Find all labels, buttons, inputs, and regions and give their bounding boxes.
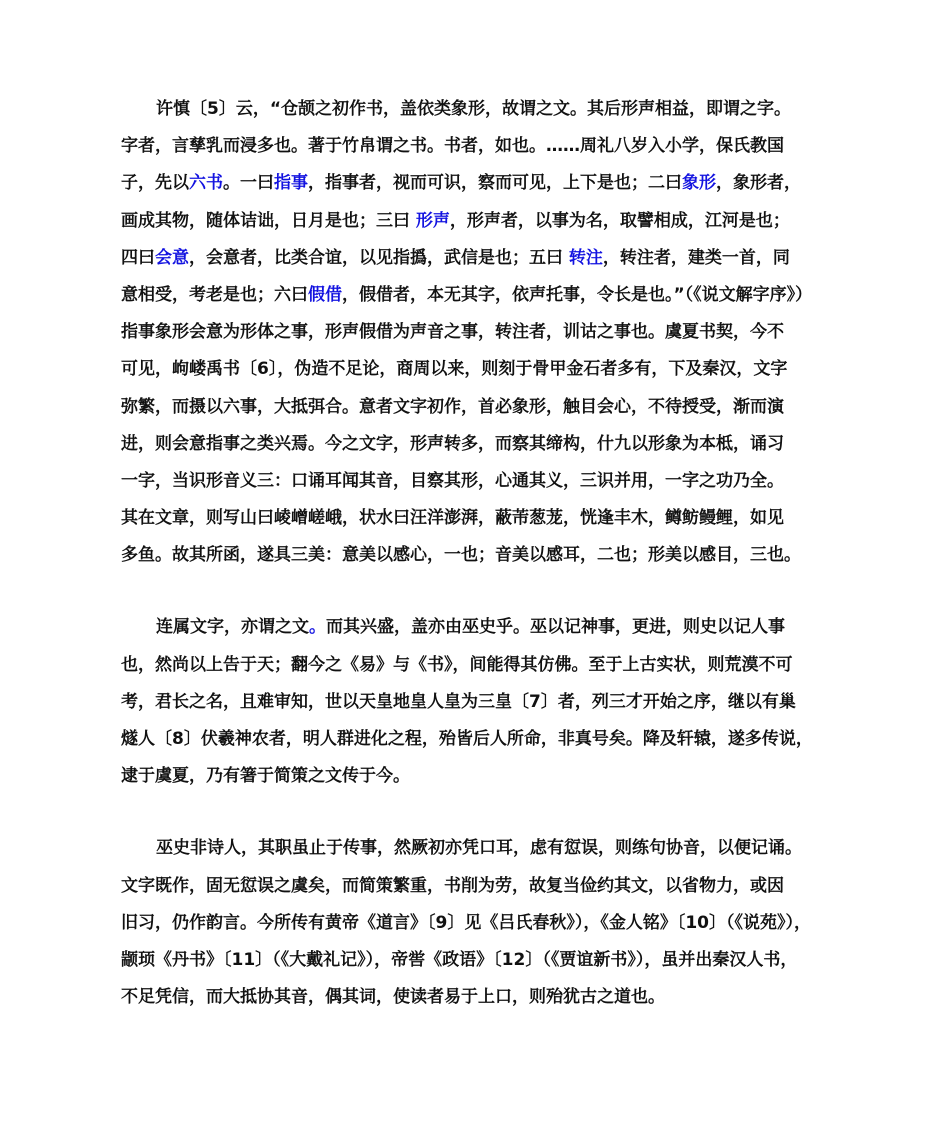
- text-run: 。一曰: [223, 173, 274, 194]
- text-line: [121, 203, 833, 240]
- text-run: 字者，言孳乳而浸多也。著于竹帛谓之书。书者，如也。……周礼八岁入小学，保氏教国: [121, 136, 784, 157]
- text-run: 子，先以: [121, 173, 189, 194]
- text-line: [121, 905, 833, 942]
- text-run: 进，则会意指事之类兴焉。今之文字，形声转多，而察其缔构，什九以形象为本柢，诵习: [121, 433, 784, 454]
- text-run: 多鱼。故其所函，遂具三美：意美以感心，一也；音美以感耳，二也；形美以感目，三也。: [121, 545, 801, 566]
- text-run: 可见，岣嵝禹书〔6〕，伪造不足论，商周以来，则刻于骨甲金石者多有，下及秦汉，文字: [121, 359, 788, 380]
- text-line: [121, 830, 833, 867]
- text-line: [121, 240, 833, 277]
- text-line: [121, 463, 833, 500]
- text-line: [121, 314, 833, 351]
- paragraph: [121, 830, 833, 1016]
- text-line: [121, 128, 833, 165]
- text-run: 一字，当识形音义三：口诵耳闻其音，目察其形，心通其义，三识并用，一字之功乃全。: [121, 470, 784, 491]
- text-run: 不足凭信，而大抵协其音，偶其词，使读者易于上口，则殆犹古之道也。: [121, 987, 665, 1008]
- text-run: ，象形者，: [716, 173, 801, 194]
- text-run: 文字既作，固无愆误之虞矣，而简策繁重，书削为劳，故复当俭约其文，以省物力，或因: [121, 875, 784, 896]
- highlighted-term: 。: [309, 617, 326, 638]
- text-line: [121, 647, 833, 684]
- text-run: ，假借者，本无其字，依声托事，令长是也。”（《说文解字序》）: [342, 284, 813, 305]
- highlighted-term: 形声: [415, 210, 450, 231]
- highlighted-term: 转注: [568, 247, 603, 268]
- text-line: [121, 609, 833, 646]
- text-run: 弥繁，而摄以六事，大抵弭合。意者文字初作，首必象形，触目会心，不待授受，渐而演: [121, 396, 784, 417]
- text-line: [121, 868, 833, 905]
- highlighted-term: 指事: [274, 173, 308, 194]
- text-run: 画成其物，随体诘诎，日月是也；三曰: [121, 210, 416, 231]
- text-run: 颛顼《丹书》〔11〕（《大戴礼记》），帝喾《政语》〔12〕（《贾谊新书》），虽并出秦汉人书，: [121, 949, 798, 970]
- text-run: ，指事者，视而可识，察而可见，上下是也；二曰: [308, 173, 682, 194]
- text-line: [121, 426, 833, 463]
- text-run: 连属文字，亦谓之文: [156, 617, 309, 638]
- text-run: 考，君长之名，且难审知，世以天皇地皇人皇为三皇〔7〕者，列三才开始之序，继以有巢: [121, 691, 796, 712]
- text-line: [121, 537, 833, 574]
- document-page: [121, 91, 833, 1016]
- highlighted-term: 六书: [189, 173, 223, 194]
- highlighted-term: 象形: [682, 173, 716, 194]
- paragraph: [121, 609, 833, 795]
- text-run: 而其兴盛，盖亦由巫史乎。巫以记神事，更进，则史以记人事: [326, 617, 785, 638]
- text-line: [121, 942, 833, 979]
- text-run: 逮于虞夏，乃有箸于简策之文传于今。: [121, 766, 410, 787]
- text-line: [121, 684, 833, 721]
- highlighted-term: 会意: [155, 247, 189, 268]
- text-line: [121, 389, 833, 426]
- text-line: [121, 758, 833, 795]
- text-run: ，会意者，比类合谊，以见指撝，武信是也；五曰: [189, 247, 569, 268]
- text-line: [121, 721, 833, 758]
- text-line: [121, 979, 833, 1016]
- text-line: [121, 500, 833, 537]
- highlighted-term: 假借: [308, 284, 342, 305]
- text-run: ，形声者，以事为名，取譬相成，江河是也；: [449, 210, 790, 231]
- text-line: [121, 277, 833, 314]
- text-run: ，转注者，建类一首，同: [602, 247, 790, 268]
- text-run: 旧习，仍作韵言。今所传有黄帝《道言》〔9〕见《吕氏春秋》），《金人铭》〔10〕（《说苑》），: [121, 912, 811, 933]
- text-line: [121, 351, 833, 388]
- paragraph: [121, 91, 833, 574]
- text-run: 巫史非诗人，其职虽止于传事，然厥初亦凭口耳，虑有愆误，则练句协音，以便记诵。: [156, 838, 802, 859]
- text-run: 指事象形会意为形体之事，形声假借为声音之事，转注者，训诂之事也。虞夏书契，今不: [121, 322, 784, 343]
- text-run: 四曰: [121, 247, 155, 268]
- text-run: 意相受，考老是也；六曰: [121, 284, 308, 305]
- text-line: [121, 91, 833, 128]
- text-run: 也，然尚以上告于天；翻今之《易》与《书》，间能得其仿佛。至于上古实状，则荒漠不可: [121, 654, 793, 675]
- text-run: 许慎〔5〕云，“仓颉之初作书，盖依类象形，故谓之文。其后形声相益，即谓之字。: [156, 99, 791, 119]
- text-run: 其在文章，则写山曰崚嶒嵯峨，状水曰汪洋澎湃，蔽芾葱茏，恍逢丰木，鳟鲂鳗鲤，如见: [121, 508, 784, 529]
- text-run: 燧人〔8〕伏羲神农者，明人群进化之程，殆皆后人所命，非真号矣。降及轩辕，遂多传说，: [121, 729, 813, 749]
- text-line: [121, 165, 833, 202]
